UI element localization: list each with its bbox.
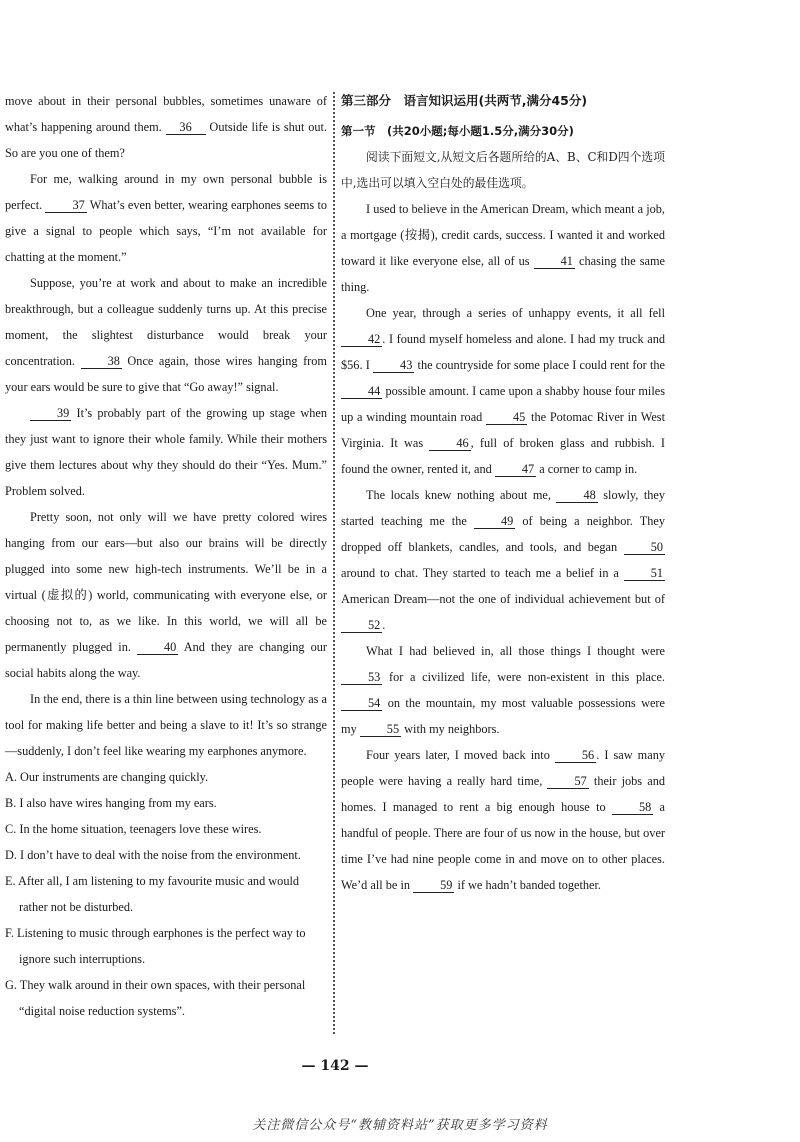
blank-39: 39 bbox=[30, 406, 71, 421]
cloze-paragraph: Four years later, I moved back into 56 . I saw many people were having a really hard time, 57 their jobs and homes. I managed to rent a big enough house to 58 a handful of people. There are four of us now in the house, but over time I’ve had nine people come in and move on to other places. We’d all be in 59 if we hadn’t banded together. bbox=[341, 748, 665, 892]
footer-note: 关注微信公众号“教辅资料站”获取更多学习资料 bbox=[252, 1118, 548, 1133]
page-number: — 142 — bbox=[301, 1058, 369, 1074]
blank-40: 40 bbox=[137, 640, 178, 655]
blank-45: 45 bbox=[486, 410, 527, 425]
blank-54: 54 bbox=[341, 696, 382, 711]
left-paragraph: Pretty soon, not only will we have pretty colored wires hanging from our ears—but also our brains will be directly plugged into some new high-tech instruments. We’ll be in a virtual (虚拟的) world, communicating with everyone else, or choosing not to, as we like. In this world, we will all be permanently plugged in. 40 And they are changing our social habits along the way. bbox=[5, 510, 327, 680]
option-item: E. After all, I am listening to my favourite music and would rather not be disturbed. bbox=[5, 874, 300, 914]
blank-46: 46 bbox=[429, 436, 470, 451]
left-paragraph: Suppose, you’re at work and about to make an incredible breakthrough, but a colleague suddenly turns up. At this precise moment, the slightest disturbance would break your concentration. 38 Once again, those wires hanging from your ears would be sure to give that “Go away!” signal. bbox=[5, 276, 327, 394]
blank-41: 41 bbox=[534, 254, 575, 269]
blank-36: 36 bbox=[166, 120, 206, 135]
right-column bbox=[341, 88, 665, 898]
part-title: 第三部分 语言知识运用(共两节,满分45分) bbox=[341, 93, 588, 108]
option-item: A. Our instruments are changing quickly. bbox=[5, 770, 209, 784]
blank-43: 43 bbox=[373, 358, 414, 373]
blank-48: 48 bbox=[556, 488, 597, 503]
option-item: C. In the home situation, teenagers love these wires. bbox=[5, 822, 262, 836]
blank-57: 57 bbox=[547, 774, 588, 789]
blank-50: 50 bbox=[624, 540, 665, 555]
cloze-passage bbox=[341, 196, 665, 898]
instruction: 阅读下面短文,从短文后各题所给的A、B、C和D四个选项中,选出可以填入空白处的最佳选项。 bbox=[341, 150, 665, 190]
left-paragraph: In the end, there is a thin line between using technology as a tool for making life better and being a slave to it! It’s so strange—suddenly, I don’t feel like wearing my earphones anymore. bbox=[5, 692, 327, 758]
blank-52: 52 bbox=[341, 618, 382, 633]
blank-37: 37 bbox=[45, 198, 86, 213]
cloze-paragraph: One year, through a series of unhappy events, it all fell 42 . I found myself homeless and alone. I had my truck and $56. I 43 the countryside for some place I could rent for the 44 possible amount. I came upon a shabby house four miles up a winding mountain road 45 the Potomac River in West Virginia. It was 46 , full of broken glass and rubbish. I found the owner, rented it, and 47 a corner to camp in. bbox=[341, 306, 666, 476]
section-title: 第一节 (共20小题;每小题1.5分,满分30分) bbox=[341, 124, 574, 138]
blank-44: 44 bbox=[341, 384, 382, 399]
column-divider bbox=[333, 92, 335, 1034]
answer-options bbox=[5, 764, 327, 1024]
cloze-paragraph: I used to believe in the American Dream, which meant a job, a mortgage (按揭), credit cards, success. I wanted it and worked toward it like everyone else, all of us 41 chasing the same thing. bbox=[341, 202, 665, 294]
blank-51: 51 bbox=[624, 566, 665, 581]
blank-56: 56 bbox=[555, 748, 596, 763]
blank-49: 49 bbox=[474, 514, 515, 529]
cloze-paragraph: What I had believed in, all those things I thought were 53 for a civilized life, were non-existent in this place. 54 on the mountain, my most valuable possessions were my 55 with my neighbors. bbox=[341, 644, 665, 736]
blank-42: 42 bbox=[341, 332, 382, 347]
left-column bbox=[5, 88, 327, 1024]
left-paragraph: 39 It’s probably part of the growing up stage when they just want to ignore their whole family. While their mothers give them lectures about why they should do their “Yes. Mum.” Problem solved. bbox=[5, 406, 327, 498]
blank-58: 58 bbox=[612, 800, 653, 815]
option-item: B. I also have wires hanging from my ears. bbox=[5, 796, 217, 810]
blank-55: 55 bbox=[360, 722, 401, 737]
option-item: D. I don’t have to deal with the noise from the environment. bbox=[5, 848, 301, 862]
blank-38: 38 bbox=[81, 354, 122, 369]
blank-59: 59 bbox=[413, 878, 454, 893]
left-paragraph: For me, walking around in my own personal bubble is perfect. 37 What’s even better, wearing earphones seems to give a signal to people which says, “I’m not available for chatting at the moment.” bbox=[5, 172, 328, 264]
option-item: F. Listening to music through earphones is the perfect way to ignore such interruptions. bbox=[5, 926, 306, 966]
option-item: G. They walk around in their own spaces, with their personal “digital noise reduction systems”. bbox=[5, 978, 306, 1018]
left-paragraph: move about in their personal bubbles, sometimes unaware of what’s happening around them. 36 Outside life is shut out. So are you one of them? bbox=[5, 94, 328, 160]
blank-53: 53 bbox=[341, 670, 382, 685]
blank-47: 47 bbox=[495, 462, 536, 477]
cloze-paragraph: The locals knew nothing about me, 48 slowly, they started teaching me the 49 of being a neighbor. They dropped off blankets, candles, and tools, and began 50 around to chat. They started to teach me a belief in a 51 American Dream—not the one of individual achievement but of 52 . bbox=[341, 488, 666, 632]
passage-seven-choose-five bbox=[5, 88, 327, 764]
